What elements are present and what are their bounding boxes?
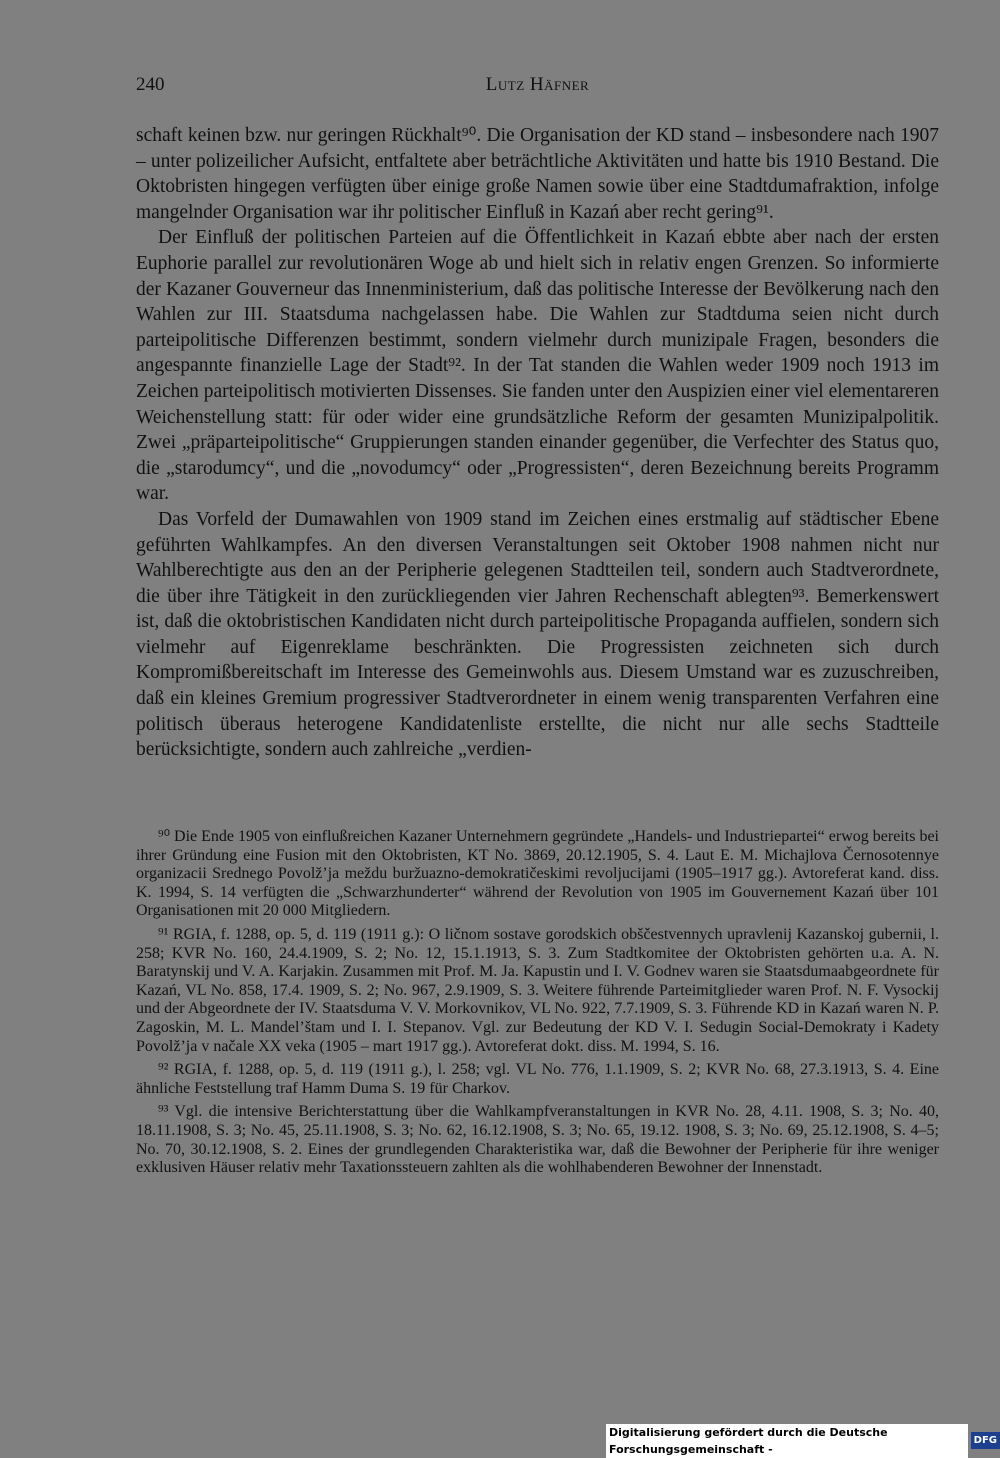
page-number: 240: [136, 74, 165, 95]
paragraph: Der Einfluß der politischen Parteien auf die Öffentlichkeit in Kazań ebbte aber nach der ersten Euphorie parallel zur revolutionären Woge ab und hielt sich in relativ engen Grenzen. So informierte der Kazaner Gouverneur das Innenministerium, daß das politische Interesse der Bevölkerung nach den Wahlen zur III. Staatsduma nachgelassen habe. Die Wahlen zur Stadtduma seien nicht durch parteipolitische Differenzen bestimmt, sondern vielmehr durch munizipale Fragen, besonders die angespannte finanzielle Lage der Stadt⁹². In der Tat standen die Wahlen weder 1909 noch 1913 im Zeichen parteipolitisch motivierten Dissenses. Sie fanden unter den Auspizien einer viel elementareren Weichenstellung statt: für oder wider eine grundsätzliche Reform der gesamten Munizipalpolitik. Zwei „präparteipolitische“ Gruppierungen standen einander gegenüber, die Verfechter des Status quo, die „starodumcy“, und die „novodumcy“ oder „Progressisten“, deren Bezeichnung bereits Programm war.: [136, 227, 939, 505]
main-text: [136, 123, 939, 763]
page-header: [136, 74, 939, 100]
running-head: Lutz Häfner: [485, 74, 590, 95]
paragraph: Das Vorfeld der Dumawahlen von 1909 stand im Zeichen eines erstmalig auf städtischer Ebene geführten Wahlkampfes. An den diversen Veranstaltungen seit Oktober 1908 nahmen nicht nur Wahlberechtigte aus den an der Peripherie gelegenen Stadtteilen teil, sondern auch Stadtverordnete, die über ihre Tätigkeit in den zurückliegenden vier Jahren Rechenschaft ablegten⁹³. Bemerkenswert ist, daß die oktobristischen Kandidaten nicht durch parteipolitische Propaganda auffielen, sondern sich vielmehr auf Eigenreklame beschränkten. Die Progressisten zeichneten sich durch Kompromißbereitschaft im Interesse des Gemeinwohls aus. Diesem Umstand war es zuzuschreiben, daß ein kleines Gremium progressiver Stadtverordneter in einem wenig transparenten Verfahren eine politisch überaus heterogene Kandidatenliste erstellte, die nicht nur alle sechs Stadtteile berücksichtigte, sondern auch zahlreiche „verdien-: [136, 508, 939, 761]
footnotes: [136, 828, 939, 1183]
digitization-note: Digitalisierung gefördert durch die Deutsche Forschungsgemeinschaft -: [606, 1424, 968, 1458]
footnote-90: ⁹⁰ Die Ende 1905 von einflußreichen Kazaner Unternehmern gegründete „Handels- und Industriepartei“ erwog bereits bei ihrer Gründung eine Fusion mit den Oktobristen, KT No. 3869, 20.12.1905, S. 4. Laut E. M. Michajlova Černosotennye organizacii Srednego Povolž’ja meždu buržuazno-demokratičeskimi revoljucijami (1905–1917 gg.). Avtoreferat kand. diss. K. 1994, S. 14 verfügten die „Schwarzhunderter“ während der Revolution von 1905 im Gouvernement Kazań über 101 Organisationen mit 20 000 Mitgliedern.: [136, 828, 939, 920]
digitization-footer: [606, 1425, 1000, 1456]
footnote-91: ⁹¹ RGIA, f. 1288, op. 5, d. 119 (1911 g.): O ličnom sostave gorodskich obščestvennych upravlenij Kazanskoj gubernii, l. 258; KVR No. 160, 24.4.1909, S. 2; No. 12, 15.1.1913, S. 3. Zum Stadtkomitee der Oktobristen gehörten u.a. A. N. Baratynskij und V. A. Karjakin. Zusammen mit Prof. M. Ja. Kapustin und I. V. Godnev waren sie Staatsdumaabgeordnete für Kazań, VL No. 858, 17.4. 1909, S. 2; No. 967, 2.9.1909, S. 3. Weitere führende Parteimitglieder waren Prof. N. F. Vysockij und der Abgeordnete der IV. Staatsduma V. V. Morkovnikov, VL No. 922, 7.7.1909, S. 3. Führende KD in Kazań waren N. P. Zagoskin, M. L. Mandel’štam und I. I. Stepanov. Vgl. zur Bedeutung der KD V. I. Sedugin Social-Demokraty i Kadety Povolž’ja v načale XX veka (1905 – mart 1917 gg.). Avtoreferat dokt. diss. M. 1994, S. 16.: [136, 925, 939, 1055]
footnote-92: ⁹² RGIA, f. 1288, op. 5, d. 119 (1911 g.), l. 258; vgl. VL No. 776, 1.1.1909, S. 2; KVR No. 68, 27.3.1913, S. 4. Eine ähnliche Feststellung traf Hamm Duma S. 19 für Charkov.: [136, 1061, 939, 1097]
dfg-logo: DFG: [971, 1432, 1000, 1449]
paragraph: schaft keinen bzw. nur geringen Rückhalt⁹⁰. Die Organisation der KD stand – insbesondere nach 1907 – unter polizeilicher Aufsicht, entfaltete aber beträchtliche Aktivitäten und hatte bis 1910 Bestand. Die Oktobristen hingegen verfügten über einige große Namen sowie über eine Stadtdumafraktion, infolge mangelnder Organisation war ihr politischer Einfluß in Kazań aber recht gering⁹¹.: [136, 125, 939, 223]
footnote-93: ⁹³ Vgl. die intensive Berichterstattung über die Wahlkampfveranstaltungen in KVR No. 28, 4.11. 1908, S. 3; No. 40, 18.11.1908, S. 3; No. 45, 25.11.1908, S. 3; No. 62, 16.12.1908, S. 3; No. 65, 19.12. 1908, S. 3; No. 69, 25.12.1908, S. 4–5; No. 70, 30.12.1908, S. 2. Eines der grundlegenden Charakteristika war, daß die Bewohner der Peripherie für ihre weniger exklusiven Häuser relativ mehr Taxationssteuern zahlten als die wohlhabenderen Bewohner der Innenstadt.: [136, 1103, 939, 1177]
